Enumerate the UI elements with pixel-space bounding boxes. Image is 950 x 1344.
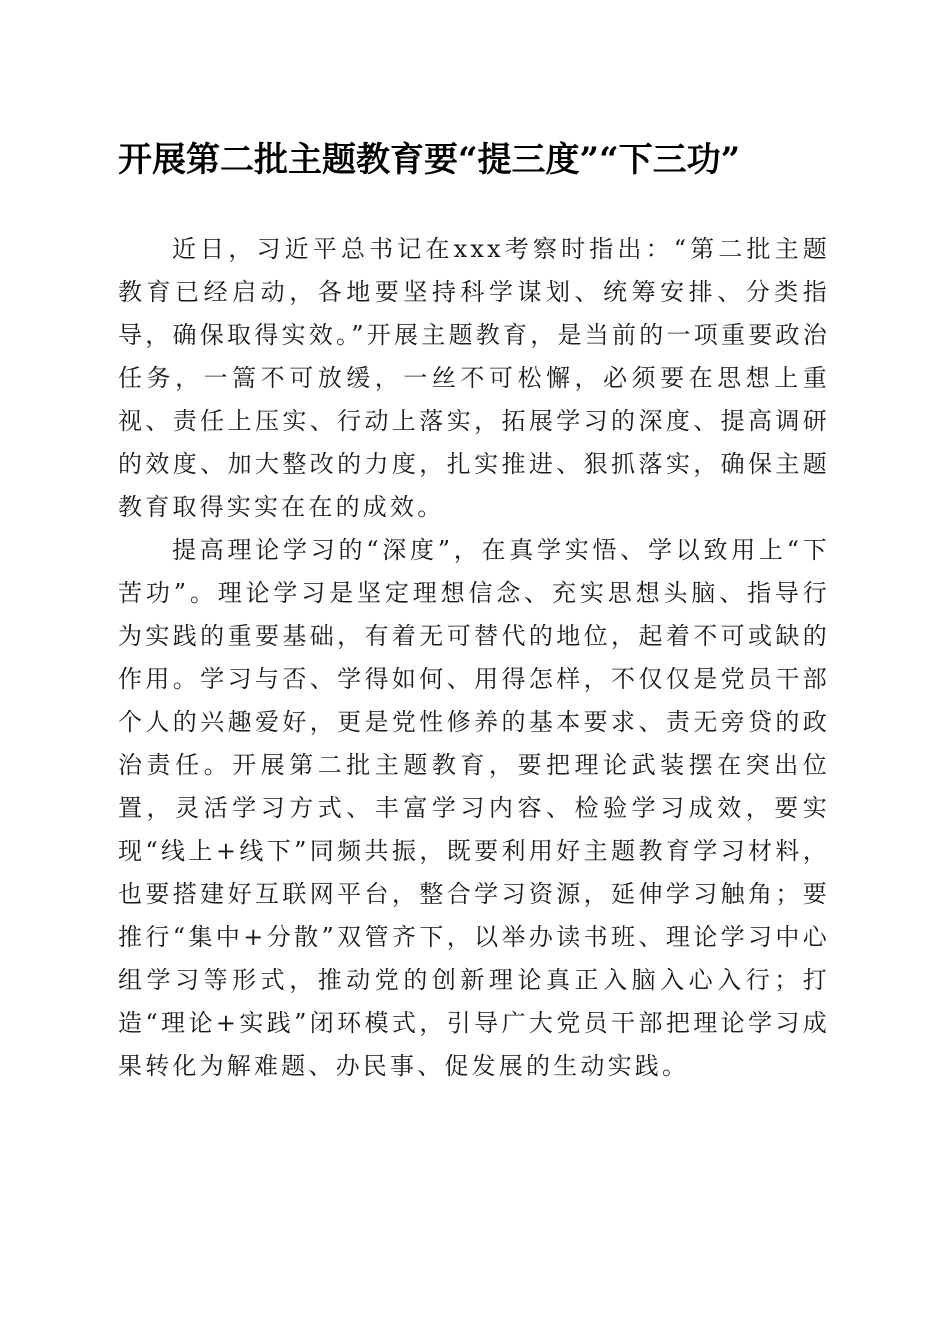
paragraph-2: 提高理论学习的“深度”，在真学实悟、学以致用上“下苦功”。理论学习是坚定理想信念、充实思想头脑、指导行为实践的重要基础，有着无可替代的地位，起着不可或缺的作用。学习与否、学得如何、用得怎样，不仅仅是党员干部个人的兴趣爱好，更是党性修养的基本要求、责无旁贷的政治责任。开展第二批主题教育，要把理论武装摆在突出位置，灵活学习方式、丰富学习内容、检验学习成效，要实现“线上+线下”同频共振，既要利用好主题教育学习材料，也要搭建好互联网平台，整合学习资源，延伸学习触角；要推行“集中+分散”双管齐下，以举办读书班、理论学习中心组学习等形式，推动党的创新理论真正入脑入心入行；打造“理论+实践”闭环模式，引导广大党员干部把理论学习成果转化为解难题、办民事、促发展的生动实践。 xyxy=(118,536,830,1080)
paragraph-1: 近日，习近平总书记在xxx考察时指出：“第二批主题教育已经启动，各地要坚持科学谋划、统筹安排、分类指导，确保取得实效。”开展主题教育，是当前的一项重要政治任务，一篙不可放缓，一丝不可松懈，必须要在思想上重视、责任上压实、行动上落实，拓展学习的深度、提高调研的效度、加大整改的力度，扎实推进、狠抓落实，确保主题教育取得实实在在的成效。 xyxy=(118,235,830,521)
document-body xyxy=(118,228,830,1088)
document-title: 开展第二批主题教育要“提三度”“下三功” xyxy=(118,140,741,180)
